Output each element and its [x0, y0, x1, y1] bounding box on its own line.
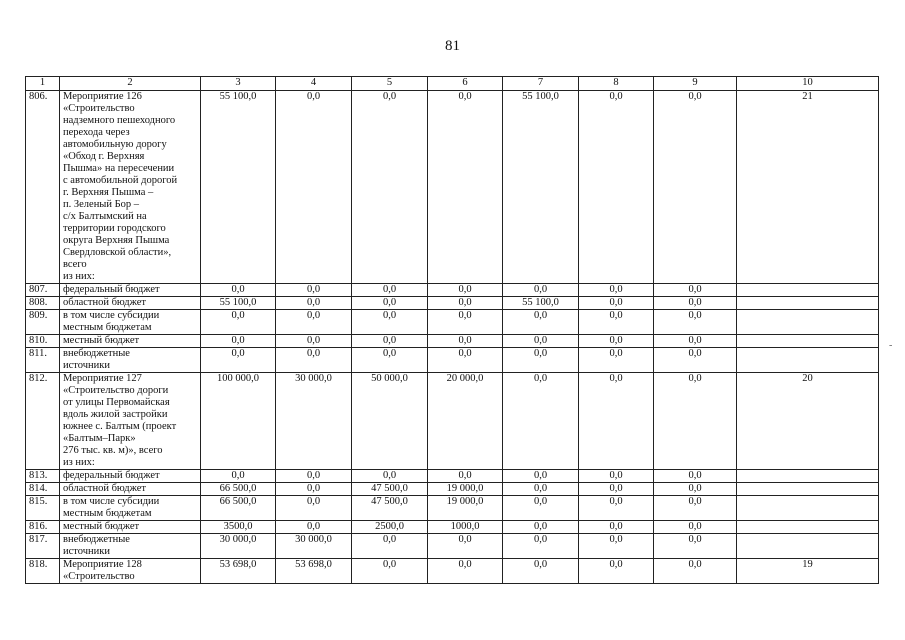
value-cell-col9: 0,0	[654, 284, 737, 297]
row-name-cell: Мероприятие 128 «Строительство	[60, 559, 201, 584]
value-cell-col5: 47 500,0	[352, 483, 428, 496]
value-cell-col9: 0,0	[654, 521, 737, 534]
value-cell-col8: 0,0	[579, 521, 654, 534]
header-cell: 4	[276, 77, 352, 91]
value-cell-col5: 0,0	[352, 91, 428, 284]
value-cell-col6: 1000,0	[428, 521, 503, 534]
row-name-cell: местный бюджет	[60, 335, 201, 348]
value-cell-col9: 0,0	[654, 373, 737, 470]
value-cell-col10	[737, 348, 879, 373]
value-cell-col3: 100 000,0	[201, 373, 276, 470]
value-cell-col3: 66 500,0	[201, 483, 276, 496]
value-cell-col10	[737, 534, 879, 559]
margin-mark: -	[889, 340, 893, 351]
table-row	[26, 91, 879, 284]
row-number-cell: 808.	[26, 297, 60, 310]
value-cell-col10	[737, 470, 879, 483]
row-number-cell: 810.	[26, 335, 60, 348]
table-row	[26, 310, 879, 335]
header-cell: 3	[201, 77, 276, 91]
value-cell-col10: 20	[737, 373, 879, 470]
value-cell-col9: 0,0	[654, 310, 737, 335]
value-cell-col6: 19 000,0	[428, 483, 503, 496]
row-name-cell: Мероприятие 126 «Строительство надземного пешеходного перехода через автомобильную дорогу «Обход г. Верхняя Пышма» на пересечении с автомобильной дорогой г. Верхняя Пышма – п. Зеленый Бор – с/х Балтымский на территории городского округа Верхняя Пышма Свердловской области», всего из них:	[60, 91, 201, 284]
value-cell-col3: 0,0	[201, 470, 276, 483]
table-row	[26, 483, 879, 496]
value-cell-col10	[737, 483, 879, 496]
value-cell-col7: 0,0	[503, 496, 579, 521]
header-cell: 1	[26, 77, 60, 91]
row-number-cell: 812.	[26, 373, 60, 470]
header-cell: 7	[503, 77, 579, 91]
value-cell-col7: 0,0	[503, 348, 579, 373]
header-cell: 6	[428, 77, 503, 91]
value-cell-col3: 0,0	[201, 284, 276, 297]
value-cell-col4: 0,0	[276, 470, 352, 483]
value-cell-col4: 0,0	[276, 310, 352, 335]
value-cell-col5: 50 000,0	[352, 373, 428, 470]
value-cell-col4: 0,0	[276, 521, 352, 534]
value-cell-col6: 0,0	[428, 534, 503, 559]
value-cell-col9: 0,0	[654, 534, 737, 559]
value-cell-col4: 30 000,0	[276, 534, 352, 559]
value-cell-col4: 0,0	[276, 348, 352, 373]
value-cell-col7: 0,0	[503, 335, 579, 348]
value-cell-col8: 0,0	[579, 559, 654, 584]
row-name-cell: местный бюджет	[60, 521, 201, 534]
value-cell-col4: 53 698,0	[276, 559, 352, 584]
value-cell-col5: 0,0	[352, 284, 428, 297]
header-cell: 8	[579, 77, 654, 91]
value-cell-col8: 0,0	[579, 310, 654, 335]
row-name-cell: Мероприятие 127 «Строительство дороги от улицы Первомайская вдоль жилой застройки южнее с. Балтым (проект «Балтым–Парк» 276 тыс. кв. м)», всего из них:	[60, 373, 201, 470]
header-cell: 10	[737, 77, 879, 91]
row-name-cell: областной бюджет	[60, 297, 201, 310]
table-row	[26, 534, 879, 559]
value-cell-col9: 0,0	[654, 91, 737, 284]
row-name-cell: федеральный бюджет	[60, 284, 201, 297]
value-cell-col9: 0,0	[654, 348, 737, 373]
value-cell-col4: 0,0	[276, 483, 352, 496]
value-cell-col3: 53 698,0	[201, 559, 276, 584]
value-cell-col9: 0,0	[654, 297, 737, 310]
header-row	[26, 77, 879, 91]
table-row	[26, 373, 879, 470]
value-cell-col10: 19	[737, 559, 879, 584]
value-cell-col8: 0,0	[579, 91, 654, 284]
value-cell-col9: 0,0	[654, 559, 737, 584]
value-cell-col5: 0,0	[352, 470, 428, 483]
value-cell-col3: 55 100,0	[201, 91, 276, 284]
value-cell-col8: 0,0	[579, 534, 654, 559]
value-cell-col5: 0,0	[352, 534, 428, 559]
budget-table	[25, 76, 879, 584]
value-cell-col7: 0,0	[503, 470, 579, 483]
value-cell-col8: 0,0	[579, 496, 654, 521]
value-cell-col7: 0,0	[503, 310, 579, 335]
value-cell-col7: 0,0	[503, 483, 579, 496]
row-name-cell: в том числе субсидии местным бюджетам	[60, 496, 201, 521]
value-cell-col10	[737, 335, 879, 348]
value-cell-col3: 0,0	[201, 335, 276, 348]
table-header	[26, 77, 879, 91]
value-cell-col5: 0,0	[352, 297, 428, 310]
row-number-cell: 817.	[26, 534, 60, 559]
value-cell-col6: 19 000,0	[428, 496, 503, 521]
value-cell-col10: 21	[737, 91, 879, 284]
value-cell-col10	[737, 521, 879, 534]
value-cell-col5: 0,0	[352, 348, 428, 373]
value-cell-col7: 55 100,0	[503, 297, 579, 310]
value-cell-col6: 0,0	[428, 335, 503, 348]
row-number-cell: 816.	[26, 521, 60, 534]
value-cell-col9: 0,0	[654, 470, 737, 483]
row-name-cell: внебюджетные источники	[60, 534, 201, 559]
value-cell-col5: 0,0	[352, 310, 428, 335]
row-name-cell: внебюджетные источники	[60, 348, 201, 373]
value-cell-col3: 66 500,0	[201, 496, 276, 521]
value-cell-col5: 0,0	[352, 335, 428, 348]
row-name-cell: областной бюджет	[60, 483, 201, 496]
table-row	[26, 335, 879, 348]
value-cell-col3: 55 100,0	[201, 297, 276, 310]
value-cell-col7: 0,0	[503, 284, 579, 297]
row-number-cell: 811.	[26, 348, 60, 373]
value-cell-col4: 30 000,0	[276, 373, 352, 470]
value-cell-col9: 0,0	[654, 496, 737, 521]
value-cell-col9: 0,0	[654, 335, 737, 348]
value-cell-col8: 0,0	[579, 483, 654, 496]
value-cell-col4: 0,0	[276, 284, 352, 297]
value-cell-col8: 0,0	[579, 470, 654, 483]
header-cell: 9	[654, 77, 737, 91]
value-cell-col7: 0,0	[503, 521, 579, 534]
row-number-cell: 814.	[26, 483, 60, 496]
table-body	[26, 91, 879, 584]
value-cell-col3: 0,0	[201, 310, 276, 335]
value-cell-col8: 0,0	[579, 284, 654, 297]
value-cell-col8: 0,0	[579, 297, 654, 310]
value-cell-col7: 0,0	[503, 373, 579, 470]
value-cell-col5: 2500,0	[352, 521, 428, 534]
value-cell-col10	[737, 310, 879, 335]
page-number: 81	[445, 38, 460, 54]
value-cell-col6: 0,0	[428, 91, 503, 284]
row-number-cell: 818.	[26, 559, 60, 584]
table-row	[26, 284, 879, 297]
value-cell-col6: 0,0	[428, 297, 503, 310]
value-cell-col6: 0,0	[428, 284, 503, 297]
row-name-cell: федеральный бюджет	[60, 470, 201, 483]
value-cell-col7: 0,0	[503, 534, 579, 559]
value-cell-col4: 0,0	[276, 91, 352, 284]
value-cell-col6: 0,0	[428, 559, 503, 584]
value-cell-col3: 30 000,0	[201, 534, 276, 559]
value-cell-col8: 0,0	[579, 373, 654, 470]
value-cell-col3: 0,0	[201, 348, 276, 373]
row-name-cell: в том числе субсидии местным бюджетам	[60, 310, 201, 335]
value-cell-col5: 47 500,0	[352, 496, 428, 521]
value-cell-col6: 0,0	[428, 348, 503, 373]
value-cell-col10	[737, 496, 879, 521]
value-cell-col4: 0,0	[276, 335, 352, 348]
value-cell-col5: 0,0	[352, 559, 428, 584]
table-row	[26, 297, 879, 310]
value-cell-col8: 0,0	[579, 335, 654, 348]
row-number-cell: 813.	[26, 470, 60, 483]
header-cell: 5	[352, 77, 428, 91]
header-cell: 2	[60, 77, 201, 91]
table-row	[26, 470, 879, 483]
value-cell-col10	[737, 297, 879, 310]
value-cell-col7: 0,0	[503, 559, 579, 584]
value-cell-col4: 0,0	[276, 496, 352, 521]
table-row	[26, 521, 879, 534]
row-number-cell: 809.	[26, 310, 60, 335]
value-cell-col7: 55 100,0	[503, 91, 579, 284]
table-row	[26, 496, 879, 521]
value-cell-col9: 0,0	[654, 483, 737, 496]
value-cell-col6: 0,0	[428, 470, 503, 483]
value-cell-col4: 0,0	[276, 297, 352, 310]
value-cell-col3: 3500,0	[201, 521, 276, 534]
value-cell-col6: 20 000,0	[428, 373, 503, 470]
value-cell-col10	[737, 284, 879, 297]
value-cell-col8: 0,0	[579, 348, 654, 373]
value-cell-col6: 0,0	[428, 310, 503, 335]
row-number-cell: 806.	[26, 91, 60, 284]
table-row	[26, 348, 879, 373]
table-row	[26, 559, 879, 584]
row-number-cell: 815.	[26, 496, 60, 521]
row-number-cell: 807.	[26, 284, 60, 297]
